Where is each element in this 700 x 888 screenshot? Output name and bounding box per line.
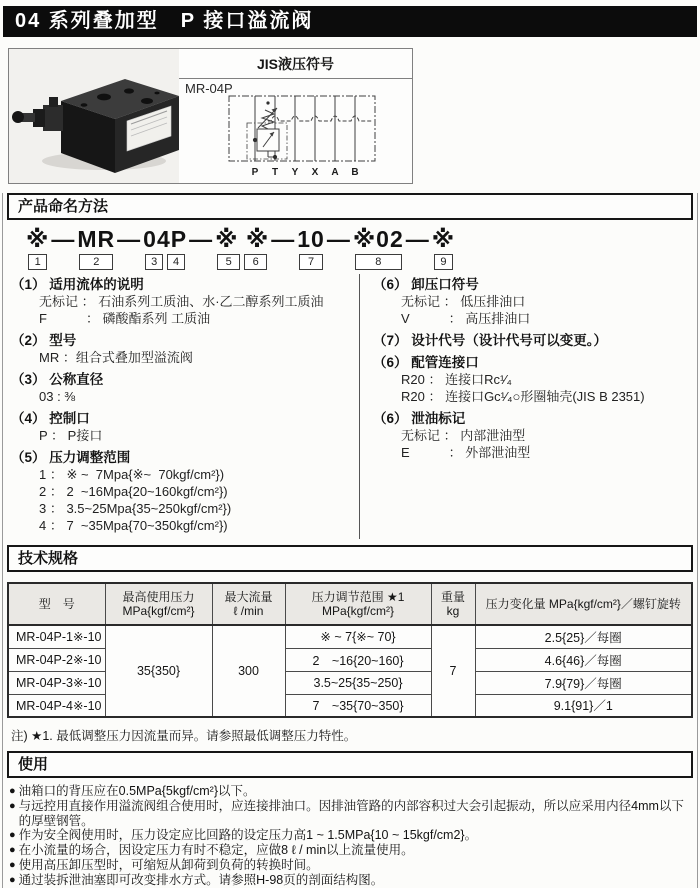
port-label-y: Y bbox=[291, 167, 299, 178]
product-media-panel bbox=[8, 48, 413, 184]
code-position-box: 3 bbox=[145, 254, 163, 270]
model-cell: MR-04P-3※-10 bbox=[8, 671, 105, 694]
naming-item-title: （2） 型号 bbox=[11, 333, 77, 348]
code-segment-text: MR bbox=[77, 226, 116, 252]
jis-symbol-title: JIS液压符号 bbox=[179, 49, 412, 79]
content-frame bbox=[2, 193, 698, 888]
spec-table-row bbox=[8, 625, 692, 648]
pressure-change-cell: 7.9{79}／每圈 bbox=[475, 671, 692, 694]
usage-bullet-item bbox=[9, 858, 693, 873]
code-segment bbox=[143, 227, 187, 270]
model-cell: MR-04P-2※-10 bbox=[8, 648, 105, 671]
spec-header-cell bbox=[212, 583, 285, 625]
code-segment-text: ※ bbox=[26, 226, 50, 252]
bullet-icon: ● bbox=[9, 858, 16, 871]
bullet-icon: ● bbox=[9, 873, 16, 886]
section-specs-title bbox=[7, 545, 693, 572]
naming-item-left bbox=[11, 449, 359, 534]
spec-header-line1: 最大流量 bbox=[224, 590, 273, 604]
code-segment-boxes bbox=[143, 254, 187, 270]
naming-item-line: P ： P接口 bbox=[39, 428, 103, 443]
naming-right-column bbox=[359, 274, 693, 539]
code-segment-text: ※ ※ bbox=[215, 226, 270, 252]
spec-header-line1: 重量 bbox=[440, 590, 465, 604]
port-label-t: T bbox=[271, 167, 279, 178]
code-segment bbox=[215, 227, 269, 270]
spec-header-row bbox=[8, 583, 692, 625]
jis-symbol-panel bbox=[179, 49, 412, 183]
code-dash-segment bbox=[271, 227, 295, 252]
pressure-range-cell: 7 ~35{70~350} bbox=[285, 694, 431, 717]
code-segment bbox=[26, 227, 49, 270]
code-segment-text: — bbox=[51, 226, 76, 252]
port-label-a: A bbox=[331, 167, 339, 178]
bullet-icon: ● bbox=[9, 829, 16, 842]
port-label-x: X bbox=[311, 167, 319, 178]
naming-item-line: F ： 磷酸酯系列 工质油 bbox=[39, 311, 211, 326]
code-segment bbox=[353, 227, 404, 270]
page-title-bar bbox=[3, 6, 697, 37]
usage-bullet-item bbox=[9, 828, 693, 843]
naming-item-line: R20 ： 连接口Rc¹⁄₄ bbox=[401, 372, 512, 387]
usage-bullet-text: 在小流量的场合，因设定压力有时不稳定，应做8 ℓ / min以上流量使用。 bbox=[18, 843, 414, 858]
code-position-box: 7 bbox=[299, 254, 323, 270]
section-usage-label: 使用 bbox=[18, 756, 49, 773]
section-naming-label: 产品命名方法 bbox=[18, 198, 109, 215]
spec-header-line1: 压力调节范围 ★1 bbox=[311, 590, 405, 604]
naming-item-line: 无标记 ： 内部泄油型 bbox=[401, 428, 526, 443]
port-label-b: B bbox=[351, 167, 359, 178]
model-cell: MR-04P-4※-10 bbox=[8, 694, 105, 717]
naming-item-title: （6） 配管连接口 bbox=[373, 355, 479, 370]
code-segment-text: ※ bbox=[431, 226, 456, 252]
code-segment-boxes bbox=[432, 254, 455, 270]
code-position-box: 2 bbox=[79, 254, 113, 270]
pressure-change-cell: 9.1{91}／1 bbox=[475, 694, 692, 717]
spec-header-cell bbox=[285, 583, 431, 625]
code-dash-segment bbox=[189, 227, 213, 252]
product-photo bbox=[9, 49, 179, 183]
naming-item-line: E ： 外部泄油型 bbox=[401, 445, 531, 460]
pressure-change-cell: 4.6{46}／每圈 bbox=[475, 648, 692, 671]
spec-header-line1: 型 号 bbox=[38, 597, 75, 611]
usage-bullet-text: 通过装拆泄油塞即可改变排水方式。请参照H-98页的剖面结构图。 bbox=[18, 872, 384, 887]
naming-item-line: MR ：组合式叠加型溢流阀 bbox=[39, 350, 193, 365]
section-usage-title bbox=[7, 751, 693, 778]
spec-header-line2: kg bbox=[446, 604, 460, 618]
jis-symbol-diagram bbox=[179, 81, 412, 183]
usage-bullet-text: 与远控用直接作用溢流阀组合使用时，应连接排油口。因排油管路的内部容积过大会引起振动，所以应采用内径4mm以下的厚壁钢管。 bbox=[18, 798, 684, 828]
code-segment-text: — bbox=[117, 226, 142, 252]
naming-item-title: （6） 泄油标记 bbox=[373, 411, 466, 426]
usage-bullet-text: 油箱口的背压应在0.5MPa{5kgf/cm²}以下。 bbox=[18, 784, 256, 798]
spec-header-line2: MPa{kgf/cm²} bbox=[321, 604, 395, 618]
code-segment bbox=[297, 227, 325, 270]
code-segment bbox=[77, 227, 115, 270]
naming-item-left bbox=[11, 371, 359, 405]
bullet-icon: ● bbox=[9, 844, 16, 857]
pressure-range-cell: 3.5~25{35~250} bbox=[285, 671, 431, 694]
naming-item-right bbox=[373, 410, 693, 461]
naming-item-title: （5） 压力调整范围 bbox=[11, 450, 131, 465]
naming-item-title: （6） 卸压口符号 bbox=[373, 277, 479, 292]
naming-left-column bbox=[7, 274, 359, 539]
naming-item-right bbox=[373, 276, 693, 327]
naming-item-title: （7） 设计代号（设计代号可以变更。） bbox=[373, 333, 608, 348]
spec-header-cell bbox=[105, 583, 212, 625]
weight-cell: 7 bbox=[431, 625, 475, 717]
naming-item-line: 1 ： ※ ~ 7Mpa{※~ 70kgf/cm²}) bbox=[39, 467, 225, 482]
page-title: 04 系列叠加型 P 接口溢流阀 bbox=[15, 10, 314, 32]
code-position-box: 5 bbox=[217, 254, 240, 270]
code-segment bbox=[432, 227, 455, 270]
code-dash-segment bbox=[51, 227, 75, 252]
spec-header-line1: 最高使用压力 bbox=[122, 590, 195, 604]
spec-header-line2: MPa{kgf/cm²} bbox=[122, 604, 195, 618]
bullet-icon: ● bbox=[9, 785, 16, 797]
naming-item-right bbox=[373, 354, 693, 405]
usage-bullet-item bbox=[9, 799, 693, 829]
code-dash-segment bbox=[117, 227, 141, 252]
usage-bullet-item bbox=[9, 873, 693, 888]
usage-list bbox=[9, 784, 693, 888]
code-segment-text: ※02 bbox=[352, 226, 404, 252]
port-label-p: P bbox=[251, 167, 259, 178]
naming-item-line: 无标记 ： 低压排油口 bbox=[401, 294, 526, 309]
code-position-box: 9 bbox=[434, 254, 453, 270]
spec-table-head bbox=[8, 583, 692, 625]
naming-item-title: （4） 控制口 bbox=[11, 411, 90, 426]
code-position-box: 8 bbox=[355, 254, 402, 270]
spec-header-line1: 压力变化量 MPa{kgf/cm²}／螺钉旋转 bbox=[485, 597, 681, 611]
code-position-box: 6 bbox=[244, 254, 267, 270]
code-segment-text: — bbox=[326, 226, 351, 252]
naming-item-title: （1） 适用流体的说明 bbox=[11, 277, 144, 292]
usage-bullet-item bbox=[9, 784, 693, 799]
bullet-icon: ● bbox=[9, 799, 16, 812]
usage-bullet-text: 作为安全阀使用时，压力设定应比回路的设定压力高1 ~ 1.5MPa{10 ~ 15kgf/cm2}。 bbox=[18, 828, 478, 843]
symbol-model-label: MR-04P bbox=[185, 81, 233, 96]
code-position-box: 4 bbox=[167, 254, 185, 270]
naming-item-line: 2 ： 2 ~16Mpa{20~160kgf/cm²}) bbox=[39, 484, 228, 499]
pressure-range-cell: 2 ~16{20~160} bbox=[285, 648, 431, 671]
naming-item-line: 4 ： 7 ~35Mpa{70~350kgf/cm²}) bbox=[39, 518, 228, 533]
code-position-box: 1 bbox=[28, 254, 47, 270]
section-specs-label: 技术规格 bbox=[18, 550, 79, 567]
naming-item-left bbox=[11, 276, 359, 327]
model-code-row bbox=[25, 227, 693, 270]
naming-item-line: 无标记 ： 石油系列工质油、水·乙二醇系列工质油 bbox=[39, 294, 324, 309]
naming-item-line: 03 : ⅜ bbox=[39, 389, 76, 404]
code-dash-segment bbox=[406, 227, 430, 252]
usage-bullet-item bbox=[9, 843, 693, 858]
code-segment-boxes bbox=[26, 254, 49, 270]
code-segment-text: — bbox=[405, 226, 430, 252]
naming-item-line: 3 ： 3.5~25Mpa{35~250kgf/cm²}) bbox=[39, 501, 232, 516]
valve-photo-illustration bbox=[9, 49, 179, 183]
model-cell: MR-04P-1※-10 bbox=[8, 625, 105, 648]
naming-item-right bbox=[373, 332, 693, 349]
max-pressure-cell: 35{350} bbox=[105, 625, 212, 717]
naming-item-line: R20 ： 连接口Gc¹⁄₄○形圈轴壳(JIS B 2351) bbox=[401, 389, 645, 404]
code-segment-text: 10 bbox=[297, 226, 325, 252]
naming-item-left bbox=[11, 332, 359, 366]
code-segment-boxes bbox=[353, 254, 404, 270]
code-segment-text: — bbox=[271, 226, 296, 252]
spec-table-body bbox=[8, 625, 692, 717]
spec-header-line2: ℓ /min bbox=[233, 604, 264, 618]
code-segment-text: 04P bbox=[143, 226, 188, 252]
spec-note: 注) ★1. 最低调整压力因流量而异。请参照最低调整压力特性。 bbox=[11, 729, 357, 743]
code-dash-segment bbox=[327, 227, 351, 252]
naming-item-left bbox=[11, 410, 359, 444]
naming-item-line: V ： 高压排油口 bbox=[401, 311, 531, 326]
spec-header-cell bbox=[8, 583, 105, 625]
spec-table bbox=[7, 582, 693, 718]
code-segment-boxes bbox=[77, 254, 115, 270]
spec-header-cell bbox=[431, 583, 475, 625]
code-segment-text: — bbox=[189, 226, 214, 252]
usage-bullet-text: 使用高压卸压型时，可缩短从卸荷到负荷的转换时间。 bbox=[18, 857, 319, 872]
naming-item-title: （3） 公称直径 bbox=[11, 372, 104, 387]
code-segment-boxes bbox=[297, 254, 325, 270]
spec-header-cell bbox=[475, 583, 692, 625]
jis-symbol-body bbox=[179, 79, 412, 183]
pressure-range-cell: ※ ~ 7{※~ 70} bbox=[285, 625, 431, 648]
code-segment-boxes bbox=[215, 254, 269, 270]
section-naming-title bbox=[7, 193, 693, 220]
naming-description bbox=[7, 274, 693, 539]
max-flow-cell: 300 bbox=[212, 625, 285, 717]
pressure-change-cell: 2.5{25}／每圈 bbox=[475, 625, 692, 648]
